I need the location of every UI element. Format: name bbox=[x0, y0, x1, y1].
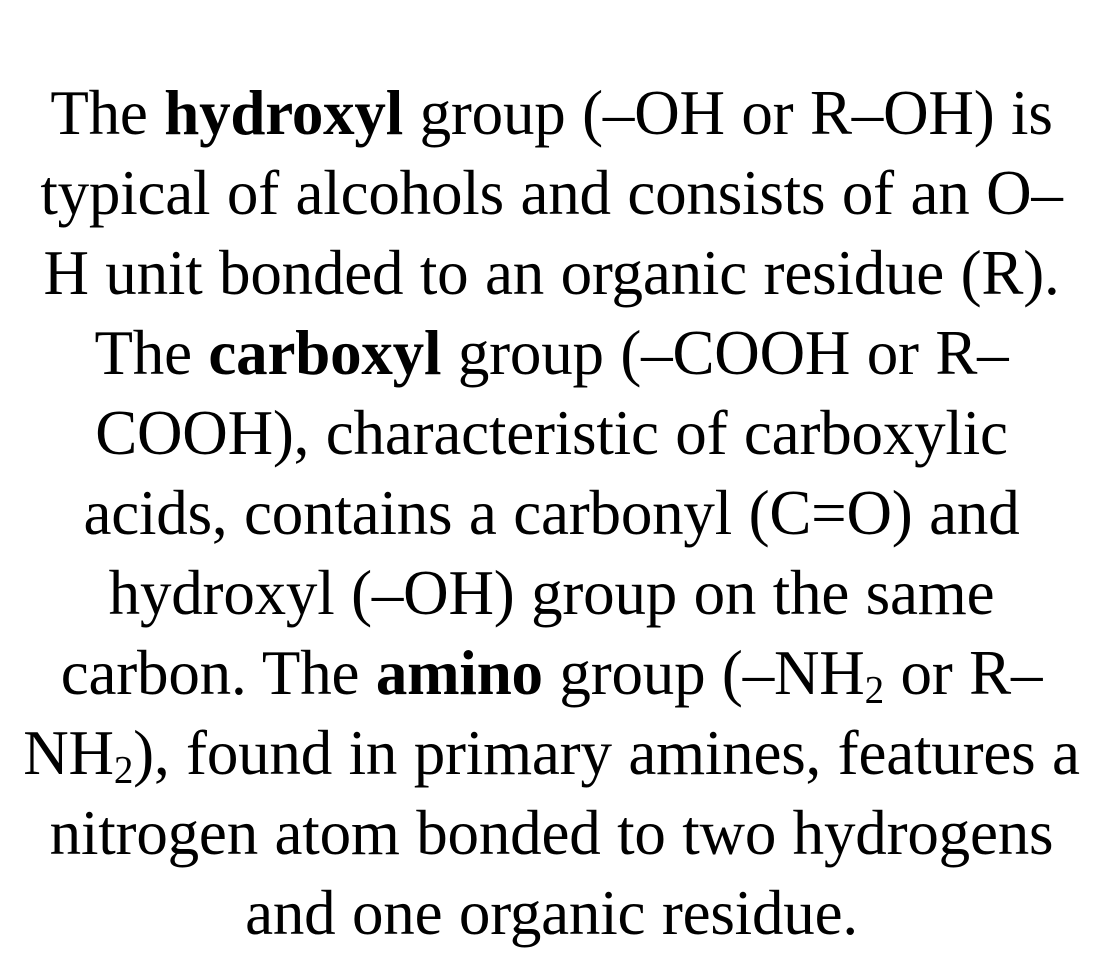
formula-subscript: 2 bbox=[113, 748, 134, 792]
key-term: hydroxyl bbox=[164, 78, 404, 148]
formula-subscript: 2 bbox=[864, 668, 884, 712]
key-term: carboxyl bbox=[208, 318, 442, 388]
key-term: amino bbox=[375, 638, 543, 708]
body-paragraph: The hydroxyl group (–OH or R–OH) is typical of alcohols and consists of an O–H unit bonded to an organic residue (R). The carboxyl group (–COOH or R–COOH), characteristic of carboxylic acids, contains a carbonyl (C=O) and hydroxyl (–OH) group on the same carbon. The amino group ($-NH_2$ or $R-NH_2$), found in primary amines, features a nitrogen atom bonded to two hydrogens and one organic residue. bbox=[23, 78, 1080, 948]
